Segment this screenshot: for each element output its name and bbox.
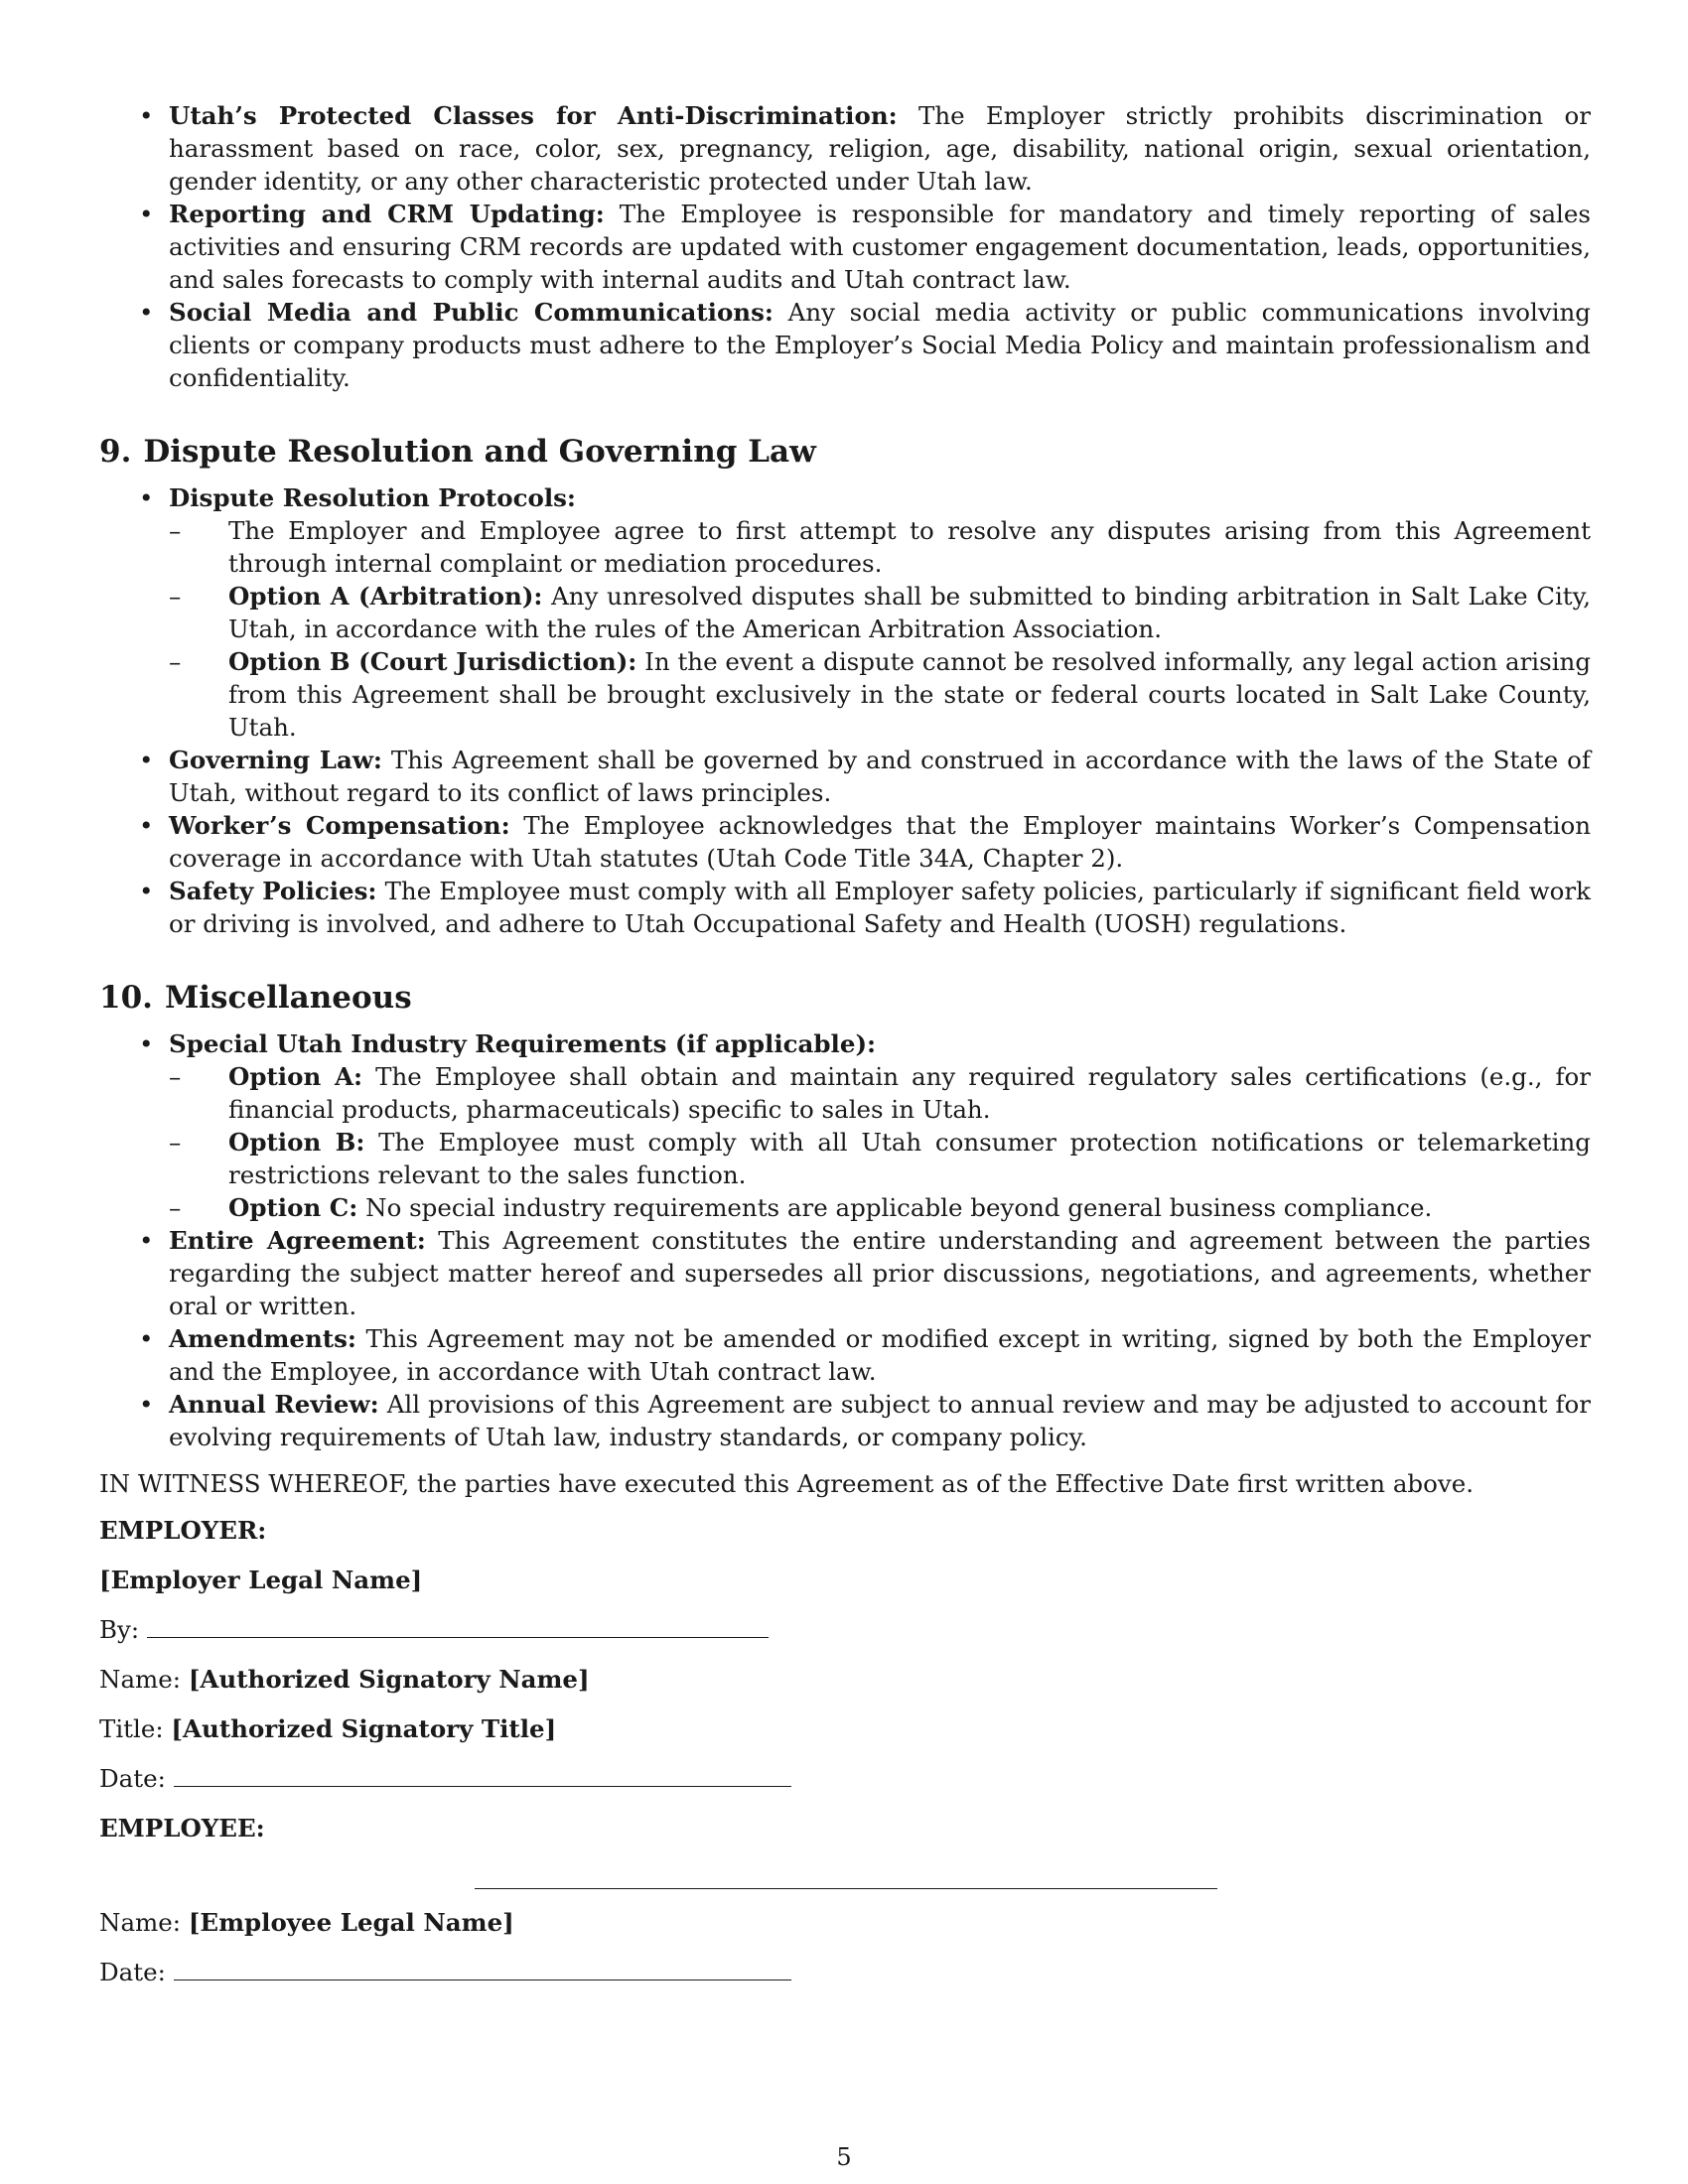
employee-legal-name: [Employee Legal Name]	[188, 1908, 514, 1937]
item-text: The Employee shall obtain and maintain any required regulatory sales certifications (e.g., for financial products, pharmaceuticals) specific to sales in Utah.	[228, 1062, 1592, 1124]
item-text: This Agreement may not be amended or modified except in writing, signed by both the Employer and the Employee, in accordance with Utah contract law.	[169, 1324, 1591, 1386]
employer-date-line[interactable]	[174, 1766, 791, 1787]
section-9-list	[99, 481, 1591, 940]
item-text: The Employee must comply with all Utah consumer protection notifications or telemarketing restrictions relevant to the sales function.	[228, 1128, 1591, 1189]
section-title: Dispute Resolution and Governing Law	[143, 434, 816, 470]
employer-signature-line[interactable]	[147, 1617, 769, 1638]
employee-heading: EMPLOYEE:	[99, 1814, 265, 1843]
list-item	[99, 99, 1591, 198]
item-label: Option B:	[228, 1128, 365, 1157]
item-label: Option C:	[228, 1193, 358, 1222]
item-label: Social Media and Public Communications:	[169, 298, 774, 327]
item-label: Safety Policies:	[169, 877, 377, 905]
item-label: Dispute Resolution Protocols:	[169, 483, 576, 512]
section-10-list	[99, 1027, 1591, 1453]
item-label: Reporting and CRM Updating:	[169, 200, 605, 228]
sub-list-item	[169, 514, 1591, 580]
list-item	[99, 809, 1591, 875]
signatory-name-row: Name: [Authorized Signatory Name]	[99, 1665, 590, 1694]
witness-clause: IN WITNESS WHEREOF, the parties have executed this Agreement as of the Effective Date first written above.	[99, 1469, 1474, 1498]
sub-list-item	[169, 1060, 1591, 1126]
item-text: This Agreement shall be governed by and construed in accordance with the laws of the State of Utah, without regard to its conflict of laws principles.	[169, 746, 1591, 807]
list-item	[99, 875, 1591, 940]
employer-signature-row: By:	[99, 1613, 1591, 1646]
item-text: This Agreement constitutes the entire understanding and agreement between the parties regarding the subject matter hereof and supersedes all prior discussions, negotiations, and agreements, whether oral or written.	[169, 1226, 1591, 1320]
section-9-heading	[99, 432, 1591, 472]
employee-date-row: Date:	[99, 1956, 1591, 1988]
employer-legal-name: [Employer Legal Name]	[99, 1566, 423, 1594]
signature-block	[99, 1514, 1591, 1988]
item-label: Option A (Arbitration):	[228, 582, 543, 611]
item-text: The Employer strictly prohibits discrimination or harassment based on race, color, sex, pregnancy, religion, age, disability, national origin, sexual orientation, gender identity, or any other characteristic protected under Utah law.	[169, 101, 1591, 196]
sub-list-item	[169, 1126, 1591, 1191]
item-text: In the event a dispute cannot be resolved informally, any legal action arising from this Agreement shall be brought exclusively in the state or federal courts located in Salt Lake County, Utah.	[228, 647, 1592, 742]
item-text: The Employee must comply with all Employer safety policies, particularly if significant field work or driving is involved, and adhere to Utah Occupational Safety and Health (UOSH) regulations.	[169, 877, 1591, 938]
sub-list	[169, 1060, 1591, 1224]
employer-date-row: Date:	[99, 1762, 1591, 1795]
policy-list	[99, 99, 1591, 394]
item-label: Option B (Court Jurisdiction):	[228, 647, 637, 676]
employee-name-row: Name: [Employee Legal Name]	[99, 1908, 514, 1937]
item-text: Any unresolved disputes shall be submitted to binding arbitration in Salt Lake City, Utah, in accordance with the rules of the American Arbitration Association.	[228, 582, 1591, 643]
item-text: The Employee acknowledges that the Employer maintains Worker’s Compensation coverage in accordance with Utah statutes (Utah Code Title 34A, Chapter 2).	[169, 811, 1591, 873]
item-label: Governing Law:	[169, 746, 382, 774]
list-item	[99, 1388, 1591, 1453]
list-item	[99, 744, 1591, 809]
item-text: Any social media activity or public communications involving clients or company products must adhere to the Employer’s Social Media Policy and maintain professionalism and confidentiality.	[169, 298, 1591, 392]
list-item	[99, 1027, 1591, 1224]
section-title: Miscellaneous	[164, 980, 412, 1016]
sub-list-item	[169, 580, 1591, 645]
item-text: The Employer and Employee agree to first attempt to resolve any disputes arising from this Agreement through internal complaint or mediation procedures.	[228, 516, 1591, 578]
list-item	[99, 1322, 1591, 1388]
employer-heading: EMPLOYER:	[99, 1516, 267, 1545]
item-label: Special Utah Industry Requirements (if applicable):	[169, 1029, 877, 1058]
item-label: Option A:	[228, 1062, 363, 1091]
item-label: Worker’s Compensation:	[169, 811, 510, 840]
page-number: 5	[836, 2143, 852, 2171]
item-label: Annual Review:	[169, 1390, 379, 1419]
signatory-title-row: Title: [Authorized Signatory Title]	[99, 1714, 557, 1743]
section-number: 9.	[99, 434, 132, 470]
item-label: Entire Agreement:	[169, 1226, 426, 1255]
signatory-name: [Authorized Signatory Name]	[188, 1665, 590, 1694]
signatory-title: [Authorized Signatory Title]	[171, 1714, 557, 1743]
page-content	[99, 99, 1591, 1988]
sub-list	[169, 514, 1591, 744]
item-text: All provisions of this Agreement are subject to annual review and may be adjusted to account for evolving requirements of Utah law, industry standards, or company policy.	[169, 1390, 1592, 1451]
item-label: Utah’s Protected Classes for Anti-Discrimination:	[169, 101, 898, 130]
item-label: Amendments:	[169, 1324, 356, 1353]
list-item	[99, 481, 1591, 744]
section-10-heading	[99, 978, 1591, 1018]
section-number: 10.	[99, 980, 153, 1016]
item-text: No special industry requirements are applicable beyond general business compliance.	[365, 1193, 1433, 1222]
list-item	[99, 296, 1591, 394]
list-item	[99, 198, 1591, 296]
employee-date-line[interactable]	[174, 1960, 791, 1980]
sub-list-item	[169, 1191, 1591, 1224]
employee-signature-line[interactable]	[475, 1888, 1217, 1889]
list-item	[99, 1224, 1591, 1322]
sub-list-item	[169, 645, 1591, 744]
item-text: The Employee is responsible for mandatory and timely reporting of sales activities and ensuring CRM records are updated with customer engagement documentation, leads, opportunities, and sales forecasts to comply with internal audits and Utah contract law.	[169, 200, 1591, 294]
